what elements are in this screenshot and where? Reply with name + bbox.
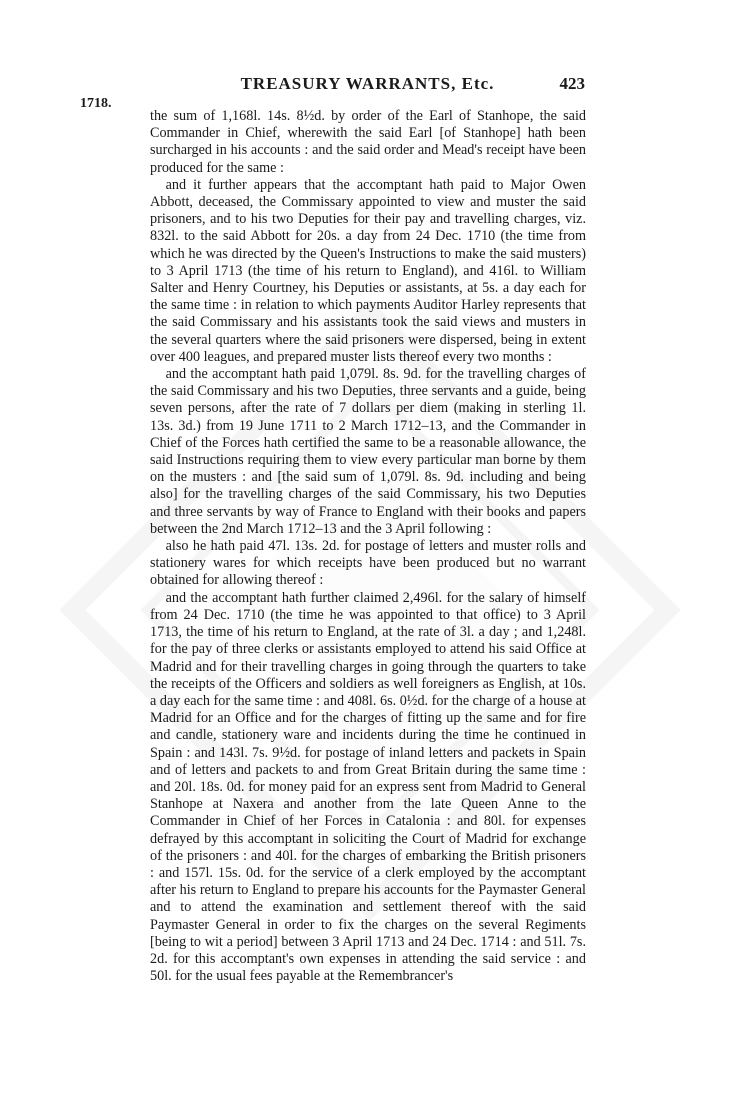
page-title: TREASURY WARRANTS, Etc. xyxy=(240,74,495,93)
paragraph: and the accomptant hath further claimed 2,496l. for the salary of himself from 24 Dec. 1710 (the time he was appointed to that office) to 3 April 1713, the time of his return to England, at the rate of 3l. a day ; and 1,248l. for the pay of three clerks or assistants employed to attend his said Office at Madrid and for their travelling charges in going through the quarters to take the receipts of the Officers and soldiers as well foreigners as English, at 10s. a day each for the same time : and 408l. 6s. 0½d. for the charge of a house at Madrid for an Office and for the charges of fitting up the same and for fire and candle, stationery ware and incidents during the time he continued in Spain : and 143l. 7s. 9½d. for postage of inland letters and packets in Spain and of letters and packets to and from Great Britain during the same time : and 20l. 18s. 0d. for money paid for an express sent from Madrid to General Stanhope at Naxera and another from the late Queen Anne to the Commander in Chief of her Forces in Catalonia : and 80l. for expenses defrayed by this accomptant in soliciting the Court of Madrid for exchange of the prisoners : and 40l. for the charges of embarking the British prisoners : and 157l. 15s. 0d. for the service of a clerk employed by the accomptant after his return to England to prepare his accounts for the Paymaster General and to attend the examination and settlement thereof with the said Paymaster General in order to fix the charges on the several Regiments [being to wit a period] between 3 April 1713 and 24 Dec. 1714 : and 51l. 7s. 2d. for this accomptant's own expenses in attending the said service : and 50l. for the usual fees payable at the Remembrancer's xyxy=(150,589,586,985)
paragraph: the sum of 1,168l. 14s. 8½d. by order of the Earl of Stanhope, the said Commander in Chief, wherewith the said Earl [of Stanhope] hath been surcharged in his accounts : and the said order and Mead's receipt have been produced for the same : xyxy=(150,108,586,176)
body-text xyxy=(150,108,586,985)
paragraph: and it further appears that the accomptant hath paid to Major Owen Abbott, deceased, the Commissary appointed to view and muster the said prisoners, and to his two Deputies for their pay and travelling charges, viz. 832l. to the said Abbott for 20s. a day from 24 Dec. 1710 (the time from which he was directed by the Queen's Instructions to make the said musters) to 3 April 1713 (the time of his return to England), and 416l. to William Salter and Henry Courtney, his Deputies or assistants, at 5s. a day each for the same time : in relation to which payments Auditor Harley represents that the said Commissary and his assistants took the said views and musters in the several quarters where the said prisoners were dispersed, being in extent over 400 leagues, and prepared muster lists thereof every two months : xyxy=(150,176,586,365)
paragraph: also he hath paid 47l. 13s. 2d. for postage of letters and muster rolls and stationery wares for which receipts have been produced but no warrant obtained for allowing thereof : xyxy=(150,538,586,589)
running-head xyxy=(150,74,585,100)
page-number: 423 xyxy=(559,74,585,93)
paragraph: and the accomptant hath paid 1,079l. 8s. 9d. for the travelling charges of the said Commissary and his two Deputies, three servants and a guide, being seven persons, after the rate of 7 dollars per diem (making in sterling 1l. 13s. 3d.) from 19 June 1711 to 2 March 1712–13, and the Commander in Chief of the Forces hath certified the same to be a reasonable allowance, the said Instructions requiring them to view every particular man borne by them on the musters : and [the said sum of 1,079l. 8s. 9d. including and being also] for the travelling charges of the said Commissary, his two Deputies and three servants by way of France to England with their books and papers between the 2nd March 1712–13 and the 3 April following : xyxy=(150,366,586,537)
margin-year: 1718. xyxy=(80,96,112,111)
